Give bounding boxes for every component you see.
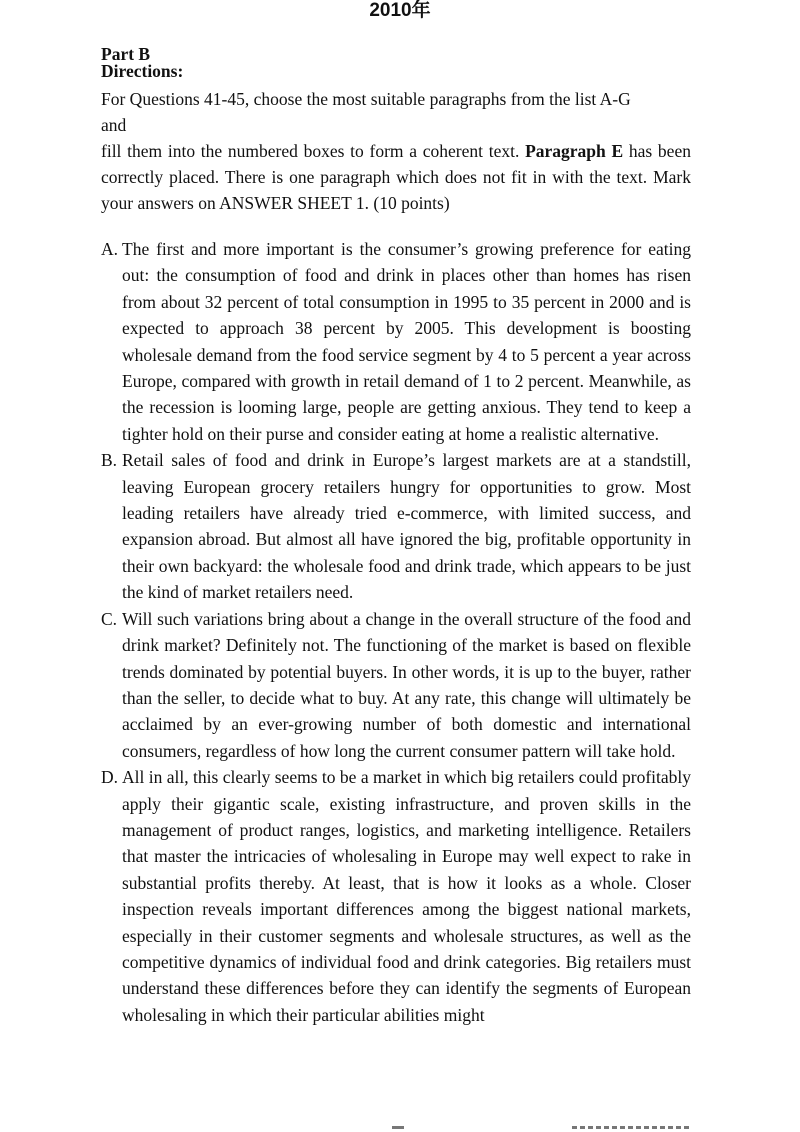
- option-c: [101, 606, 691, 764]
- option-d-text: All in all, this clearly seems to be a market in which big retailers could profitably apply their gigantic scale, existing infrastructure, and proven skills in the management of product ranges, logistics, and marketing intelligence. Retailers that master the intricacies of wholesaling in Europe may well expect to rake in substantial profits thereby. At least, that is how it looks as a whole. Closer inspection reveals important differences among the biggest national markets, especially in their customer segments and wholesale structures, as well as the competitive dynamics of individual food and drink categories. Big retailers must understand these differences before they can identify the segments of European wholesaling in which their particular abilities might: [122, 767, 691, 1025]
- directions-text: [101, 86, 691, 216]
- directions-line-1: For Questions 41-45, choose the most suitable paragraphs from the list A-G: [101, 89, 631, 109]
- part-title: Part B: [101, 44, 151, 64]
- directions-bold-paragraph-e: Paragraph E: [525, 141, 624, 161]
- directions-line-3a: fill them into the numbered boxes to form a coherent text.: [101, 141, 526, 161]
- directions-line-3b: has been correctly placed. There is one paragraph which does not fit in with the text. Mark your answers on ANSWER SHEET 1. (10 points): [101, 141, 691, 213]
- option-a-text: The first and more important is the consumer’s growing preference for eating out: the consumption of food and drink in places other than homes has risen from about 32 percent of total consumption in 1995 to 35 percent in 2000 and is expected to approach 38 percent by 2005. This development is boosting wholesale demand from the food service segment by 4 to 5 percent a year across Europe, compared with growth in retail demand of 1 to 2 percent. Meanwhile, as the recession is looming large, people are getting anxious. They tend to keep a tighter hold on their purse and consider eating at home a realistic alternative.: [122, 239, 691, 444]
- option-b-text: Retail sales of food and drink in Europe’s largest markets are at a standstill, leaving European grocery retailers hungry for opportunities to grow. Most leading retailers have already tried e-commerce, with limited success, and expansion abroad. But almost all have ignored the big, profitable opportunity in their own backyard: the wholesale food and drink trade, which appears to be just the kind of market retailers need.: [122, 450, 691, 603]
- option-d: [101, 764, 691, 1028]
- option-b-letter: B.: [101, 450, 118, 471]
- option-a: [101, 236, 691, 447]
- footer-mark-left: [392, 1126, 404, 1129]
- option-a-letter: A.: [101, 239, 119, 259]
- option-b: [101, 447, 691, 605]
- page-header-year: 2010年: [369, 0, 431, 21]
- directions-line-2: and: [101, 115, 127, 135]
- footer-mark-right: [572, 1126, 690, 1129]
- option-c-letter: C.: [101, 608, 118, 629]
- footer-scan-marks: [0, 1124, 800, 1132]
- document-body: [101, 46, 691, 1028]
- option-d-letter: D.: [101, 767, 119, 788]
- directions-title: Directions:: [101, 61, 184, 81]
- option-list: [101, 236, 691, 1028]
- option-c-text: Will such variations bring about a change in the overall structure of the food and drink market? Definitely not. The functioning of the market is based on flexible trends dominated by potential buyers. In other words, it is up to the buyer, rather than the seller, to decide what to buy. At any rate, this change will ultimately be acclaimed by an ever-growing number of both domestic and international consumers, regardless of how long the current consumer pattern will take hold.: [122, 608, 691, 761]
